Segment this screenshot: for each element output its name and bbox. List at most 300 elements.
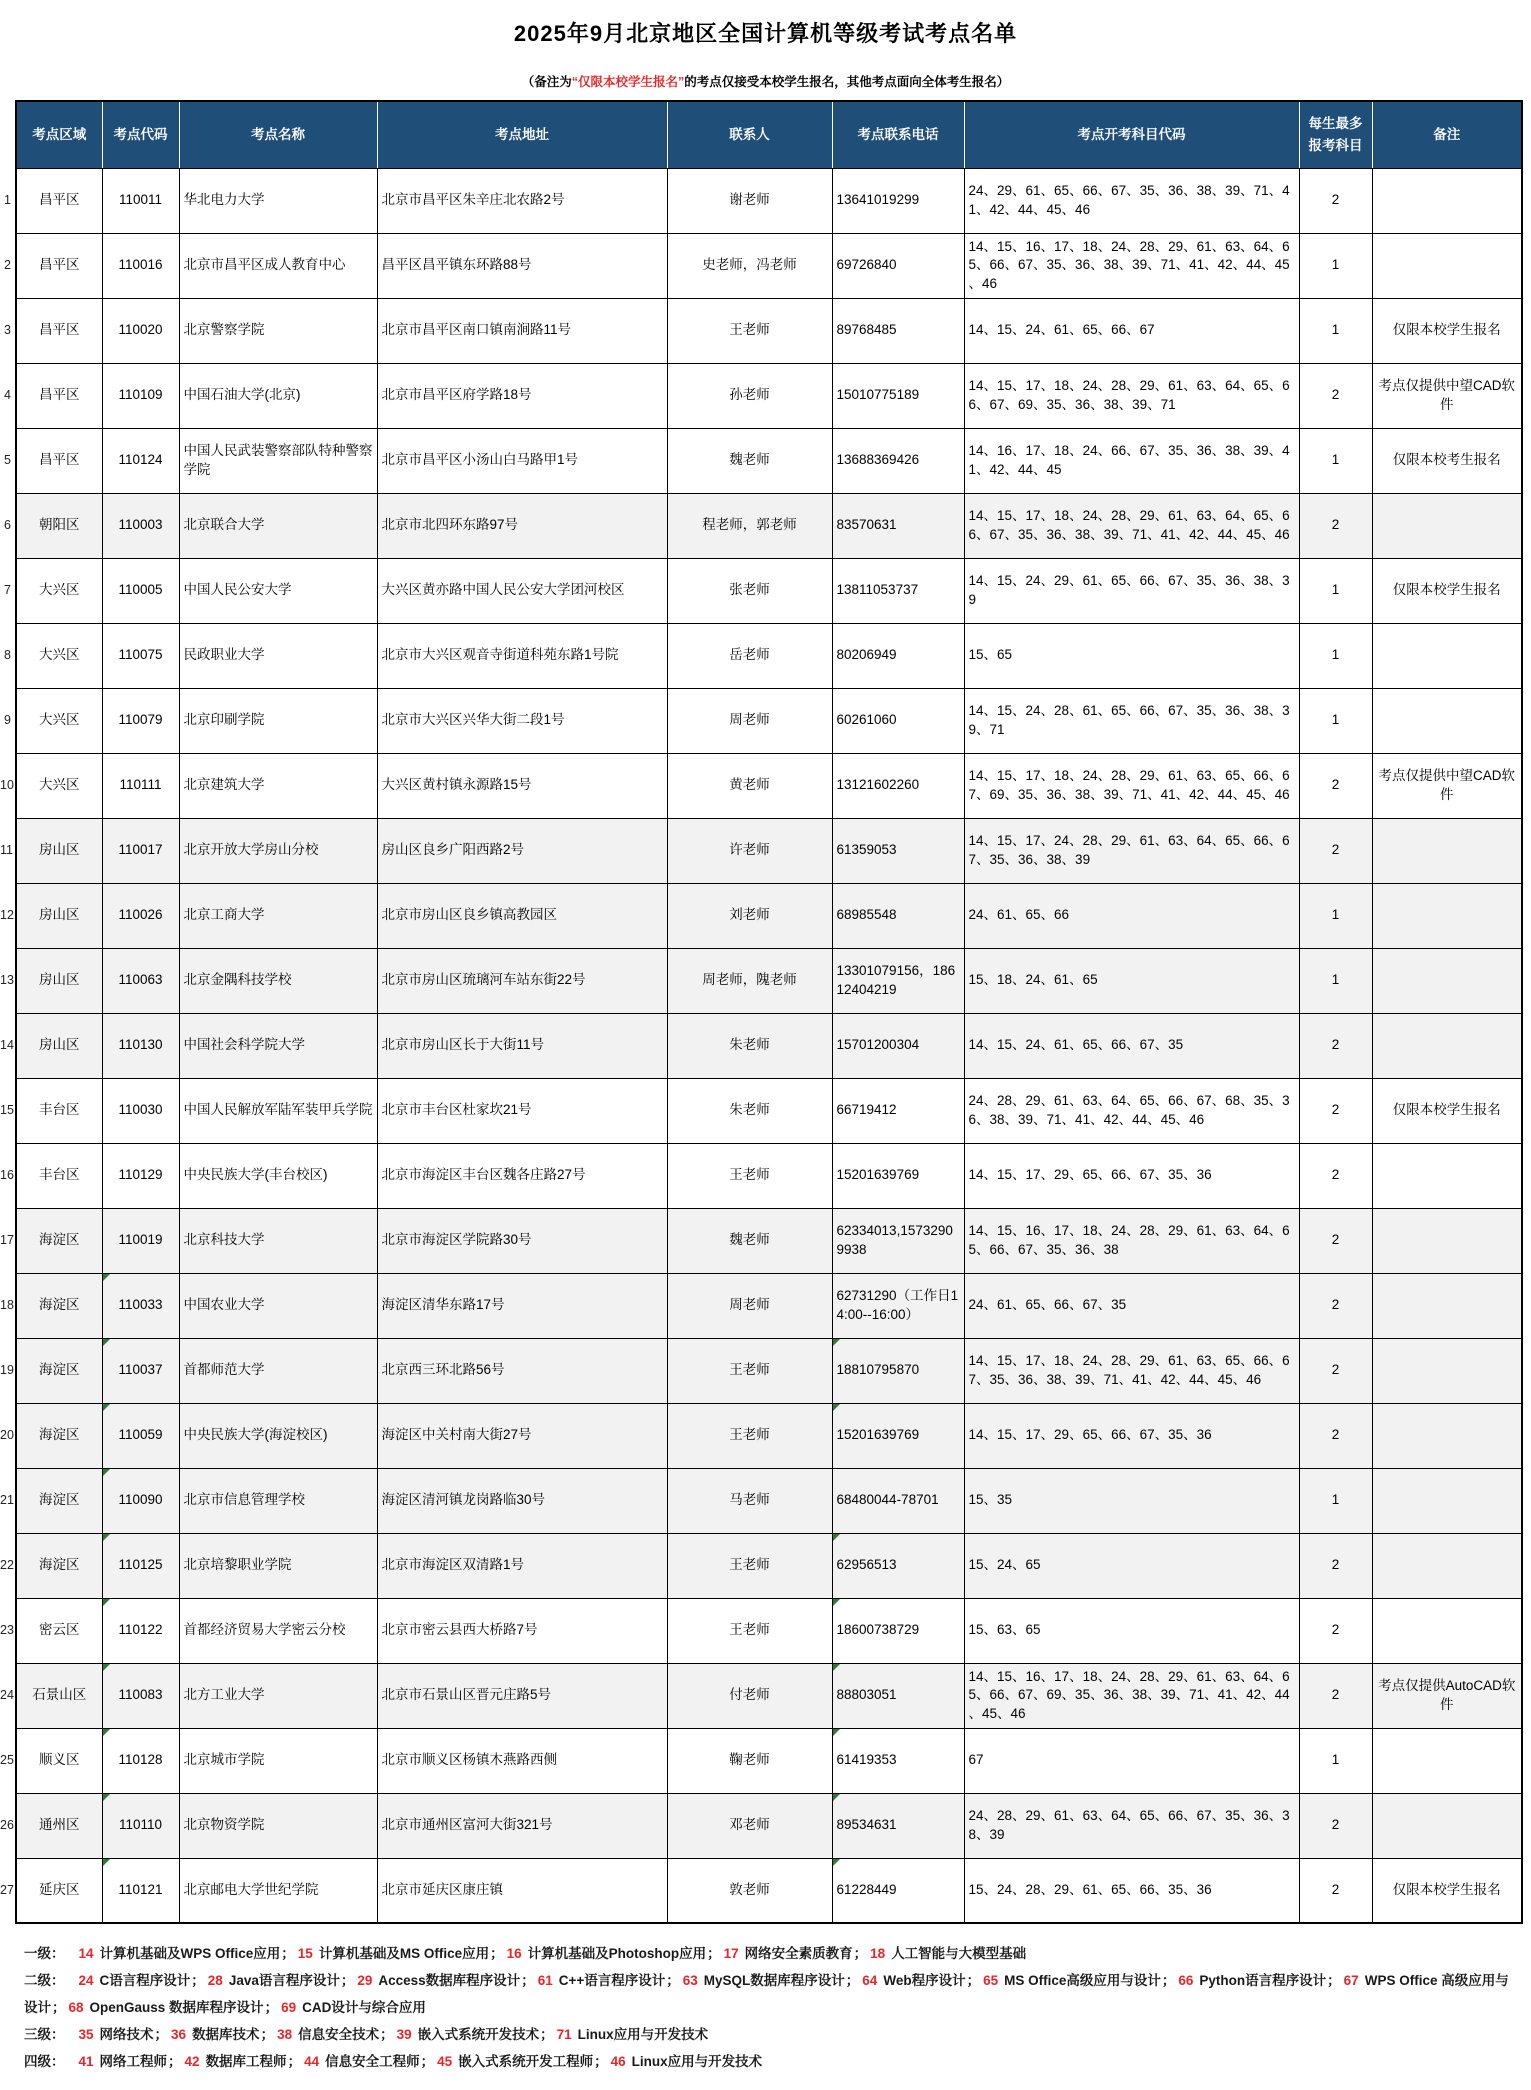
- table-row: [0, 753, 1522, 818]
- cell-remark: [1372, 1273, 1522, 1338]
- cell-address: 北京市顺义区杨镇木燕路西侧: [377, 1728, 667, 1793]
- cell-subject-codes: 15、63、65: [964, 1598, 1299, 1663]
- cell-site-code: 110083: [102, 1663, 179, 1728]
- cell-phone: 61359053: [832, 818, 964, 883]
- cell-remark: 考点仅提供AutoCAD软件: [1372, 1663, 1522, 1728]
- cell-phone: 18810795870: [832, 1338, 964, 1403]
- cell-site-code: 110059: [102, 1403, 179, 1468]
- legend-separator: ；: [287, 2054, 302, 2069]
- cell-phone: 13641019299: [832, 168, 964, 233]
- cell-address: 北京市昌平区小汤山白马路甲1号: [377, 428, 667, 493]
- cell-max-subjects: 2: [1299, 493, 1372, 558]
- cell-remark: 考点仅提供中望CAD软件: [1372, 363, 1522, 428]
- cell-region: 海淀区: [16, 1273, 102, 1338]
- cell-max-subjects: 2: [1299, 1273, 1372, 1338]
- cell-region: 海淀区: [16, 1208, 102, 1273]
- cell-contact: 邓老师: [667, 1793, 832, 1858]
- cell-subject-codes: 14、15、17、18、24、28、29、61、63、64、65、66、67、35、36、38、39、71、41、42、44、45、46: [964, 493, 1299, 558]
- row-number: 3: [0, 298, 16, 363]
- cell-max-subjects: 1: [1299, 558, 1372, 623]
- cell-remark: [1372, 1013, 1522, 1078]
- legend-line: [24, 2021, 1514, 2048]
- column-header-max-subjects: 每生最多报考科目: [1299, 101, 1372, 168]
- cell-subject-codes: 14、15、24、61、65、66、67: [964, 298, 1299, 363]
- legend-subject-code: 63: [682, 1973, 698, 1988]
- cell-subject-codes: 14、15、16、17、18、24、28、29、61、63、64、65、66、67、35、36、38: [964, 1208, 1299, 1273]
- cell-contact: 魏老师: [667, 428, 832, 493]
- cell-phone: 62334013,15732909938: [832, 1208, 964, 1273]
- cell-region: 房山区: [16, 1013, 102, 1078]
- cell-contact: 王老师: [667, 298, 832, 363]
- row-number: 12: [0, 883, 16, 948]
- cell-region: 昌平区: [16, 298, 102, 363]
- exam-sites-table: [0, 100, 1523, 1924]
- cell-subject-codes: 14、15、17、24、28、29、61、63、64、65、66、67、35、36、38、39: [964, 818, 1299, 883]
- cell-remark: [1372, 1338, 1522, 1403]
- cell-subject-codes: 15、35: [964, 1468, 1299, 1533]
- table-row: [0, 883, 1522, 948]
- cell-site-code: 110026: [102, 883, 179, 948]
- cell-subject-codes: 15、24、28、29、61、65、66、35、36: [964, 1858, 1299, 1923]
- cell-subject-codes: 14、15、16、17、18、24、28、29、61、63、64、65、66、67、69、35、36、38、39、71、41、42、44、45、46: [964, 1663, 1299, 1728]
- cell-address: 海淀区清河镇龙岗路临30号: [377, 1468, 667, 1533]
- row-number: 13: [0, 948, 16, 1013]
- cell-contact: 付老师: [667, 1663, 832, 1728]
- legend-separator: ；: [168, 2054, 182, 2069]
- legend-subject-code: 65: [983, 1973, 999, 1988]
- legend-subject-code: 71: [556, 2027, 572, 2042]
- header-row: [0, 101, 1522, 168]
- legend-subject-code: 36: [171, 2027, 187, 2042]
- cell-max-subjects: 1: [1299, 948, 1372, 1013]
- cell-max-subjects: 1: [1299, 428, 1372, 493]
- table-row: [0, 493, 1522, 558]
- row-number: 10: [0, 753, 16, 818]
- cell-contact: 周老师，隗老师: [667, 948, 832, 1013]
- legend-subject-code: 64: [862, 1973, 878, 1988]
- cell-contact: 程老师，郭老师: [667, 493, 832, 558]
- table-row: [0, 1143, 1522, 1208]
- table-row: [0, 363, 1522, 428]
- cell-phone: 80206949: [832, 623, 964, 688]
- legend-subject-code: 15: [297, 1946, 313, 1961]
- cell-region: 房山区: [16, 818, 102, 883]
- row-number: 8: [0, 623, 16, 688]
- cell-remark: 仅限本校学生报名: [1372, 298, 1522, 363]
- cell-remark: [1372, 1728, 1522, 1793]
- cell-max-subjects: 2: [1299, 753, 1372, 818]
- cell-phone: 66719412: [832, 1078, 964, 1143]
- row-number: 9: [0, 688, 16, 753]
- cell-subject-codes: 14、15、17、18、24、28、29、61、63、65、66、67、69、35、36、38、39、71、41、42、44、45、46: [964, 753, 1299, 818]
- table-row: [0, 1078, 1522, 1143]
- cell-remark: [1372, 1793, 1522, 1858]
- cell-site-code: 110128: [102, 1728, 179, 1793]
- cell-max-subjects: 2: [1299, 168, 1372, 233]
- legend-separator: ；: [380, 2027, 394, 2042]
- cell-max-subjects: 2: [1299, 1598, 1372, 1663]
- cell-site-code: 110075: [102, 623, 179, 688]
- row-number: 17: [0, 1208, 16, 1273]
- row-number: 18: [0, 1273, 16, 1338]
- column-header-phone: 考点联系电话: [832, 101, 964, 168]
- column-header-site-name: 考点名称: [179, 101, 377, 168]
- cell-address: 北京市房山区长于大街11号: [377, 1013, 667, 1078]
- cell-site-name: 北京科技大学: [179, 1208, 377, 1273]
- cell-max-subjects: 2: [1299, 1208, 1372, 1273]
- cell-address: 北京市密云县西大桥路7号: [377, 1598, 667, 1663]
- cell-address: 大兴区黄亦路中国人民公安大学团河校区: [377, 558, 667, 623]
- cell-max-subjects: 2: [1299, 1403, 1372, 1468]
- cell-subject-codes: 14、15、17、29、65、66、67、35、36: [964, 1143, 1299, 1208]
- cell-remark: 仅限本校学生报名: [1372, 1858, 1522, 1923]
- page-title: 2025年9月北京地区全国计算机等级考试考点名单: [513, 21, 1018, 46]
- legend-subject-name: Web程序设计: [883, 1973, 966, 1988]
- cell-remark: 仅限本校学生报名: [1372, 558, 1522, 623]
- cell-site-name: 北京市昌平区成人教育中心: [179, 233, 377, 298]
- cell-site-name: 中央民族大学(海淀校区): [179, 1403, 377, 1468]
- table-row: [0, 1403, 1522, 1468]
- cell-region: 海淀区: [16, 1338, 102, 1403]
- cell-contact: 谢老师: [667, 168, 832, 233]
- cell-remark: 仅限本校考生报名: [1372, 428, 1522, 493]
- cell-remark: [1372, 948, 1522, 1013]
- cell-phone: 18600738729: [832, 1598, 964, 1663]
- cell-region: 朝阳区: [16, 493, 102, 558]
- legend-subject-code: 46: [610, 2054, 626, 2069]
- cell-subject-codes: 15、24、65: [964, 1533, 1299, 1598]
- cell-address: 北京市海淀区学院路30号: [377, 1208, 667, 1273]
- cell-max-subjects: 1: [1299, 1468, 1372, 1533]
- cell-contact: 鞠老师: [667, 1728, 832, 1793]
- cell-region: 顺义区: [16, 1728, 102, 1793]
- cell-address: 北京市延庆区康庄镇: [377, 1858, 667, 1923]
- legend-separator: ；: [191, 1973, 205, 1988]
- legend-level-label: 四级：: [24, 2054, 65, 2069]
- cell-site-code: 110019: [102, 1208, 179, 1273]
- cell-site-name: 北京城市学院: [179, 1728, 377, 1793]
- cell-region: 海淀区: [16, 1533, 102, 1598]
- cell-site-name: 中央民族大学(丰台校区): [179, 1143, 377, 1208]
- cell-contact: 王老师: [667, 1533, 832, 1598]
- cell-max-subjects: 1: [1299, 688, 1372, 753]
- legend-separator: ；: [490, 1946, 504, 1961]
- table-row: [0, 1338, 1522, 1403]
- legend-level-label: 二级：: [24, 1973, 65, 1988]
- cell-region: 昌平区: [16, 168, 102, 233]
- table-row: [0, 1793, 1522, 1858]
- cell-site-name: 北京警察学院: [179, 298, 377, 363]
- row-number: 26: [0, 1793, 16, 1858]
- legend-subject-code: 69: [281, 2000, 297, 2015]
- cell-max-subjects: 1: [1299, 1728, 1372, 1793]
- legend-separator: ；: [1327, 1973, 1341, 1988]
- cell-phone: 13688369426: [832, 428, 964, 493]
- legend-subject-name: 网络安全素质教育: [744, 1946, 853, 1961]
- row-number: 24: [0, 1663, 16, 1728]
- cell-region: 丰台区: [16, 1143, 102, 1208]
- cell-site-name: 北京邮电大学世纪学院: [179, 1858, 377, 1923]
- cell-site-name: 华北电力大学: [179, 168, 377, 233]
- legend-subject-code: 61: [537, 1973, 553, 1988]
- cell-site-code: 110111: [102, 753, 179, 818]
- cell-contact: 王老师: [667, 1338, 832, 1403]
- row-number: 21: [0, 1468, 16, 1533]
- cell-contact: 张老师: [667, 558, 832, 623]
- cell-max-subjects: 2: [1299, 1858, 1372, 1923]
- cell-site-name: 北京市信息管理学校: [179, 1468, 377, 1533]
- cell-remark: [1372, 1533, 1522, 1598]
- legend-subject-code: 29: [357, 1973, 373, 1988]
- cell-address: 北京市昌平区南口镇南涧路11号: [377, 298, 667, 363]
- cell-remark: [1372, 493, 1522, 558]
- cell-contact: 史老师，冯老师: [667, 233, 832, 298]
- cell-contact: 敦老师: [667, 1858, 832, 1923]
- legend-subject-name: 嵌入式系统开发工程师: [458, 2054, 594, 2069]
- legend-subject-name: 数据库工程师: [205, 2054, 287, 2069]
- page-subtitle: [0, 72, 1531, 90]
- row-number: 23: [0, 1598, 16, 1663]
- cell-phone: 61228449: [832, 1858, 964, 1923]
- legend-subject-code: 45: [437, 2054, 453, 2069]
- cell-address: 海淀区清华东路17号: [377, 1273, 667, 1338]
- row-number: 16: [0, 1143, 16, 1208]
- column-header-remark: 备注: [1372, 101, 1522, 168]
- cell-max-subjects: 2: [1299, 818, 1372, 883]
- cell-region: 昌平区: [16, 428, 102, 493]
- row-number: 19: [0, 1338, 16, 1403]
- cell-subject-codes: 24、61、65、66、67、35: [964, 1273, 1299, 1338]
- legend-subject-code: 28: [207, 1973, 223, 1988]
- table-row: [0, 168, 1522, 233]
- cell-site-name: 北京印刷学院: [179, 688, 377, 753]
- row-number: 4: [0, 363, 16, 428]
- cell-remark: [1372, 623, 1522, 688]
- cell-remark: [1372, 233, 1522, 298]
- cell-site-name: 首都经济贸易大学密云分校: [179, 1598, 377, 1663]
- cell-remark: [1372, 1208, 1522, 1273]
- cell-remark: 考点仅提供中望CAD软件: [1372, 753, 1522, 818]
- cell-address: 北京市昌平区朱辛庄北农路2号: [377, 168, 667, 233]
- cell-subject-codes: 24、28、29、61、63、64、65、66、67、35、36、38、39: [964, 1793, 1299, 1858]
- subject-code-legend: [24, 1940, 1514, 2075]
- cell-site-code: 110063: [102, 948, 179, 1013]
- legend-subject-name: 数据库技术: [192, 2027, 260, 2042]
- legend-subject-name: 计算机基础及WPS Office应用: [99, 1946, 281, 1961]
- cell-max-subjects: 2: [1299, 1143, 1372, 1208]
- legend-separator: ；: [845, 1973, 860, 1988]
- cell-site-code: 110125: [102, 1533, 179, 1598]
- legend-separator: ；: [260, 2027, 275, 2042]
- cell-phone: 15010775189: [832, 363, 964, 428]
- cell-region: 海淀区: [16, 1468, 102, 1533]
- cell-region: 石景山区: [16, 1663, 102, 1728]
- cell-phone: 60261060: [832, 688, 964, 753]
- cell-subject-codes: 24、28、29、61、63、64、65、66、67、68、35、36、38、39、71、41、42、44、45、46: [964, 1078, 1299, 1143]
- cell-site-code: 110011: [102, 168, 179, 233]
- cell-address: 房山区良乡广阳西路2号: [377, 818, 667, 883]
- cell-phone: 15201639769: [832, 1403, 964, 1468]
- table-row: [0, 1468, 1522, 1533]
- row-number: 6: [0, 493, 16, 558]
- cell-phone: 83570631: [832, 493, 964, 558]
- cell-subject-codes: 15、18、24、61、65: [964, 948, 1299, 1013]
- legend-separator: ；: [521, 1973, 535, 1988]
- legend-subject-name: Python语言程序设计: [1199, 1973, 1327, 1988]
- column-header-subject-codes: 考点开考科目代码: [964, 101, 1299, 168]
- legend-subject-code: 68: [68, 2000, 84, 2015]
- cell-site-name: 中国社会科学院大学: [179, 1013, 377, 1078]
- cell-site-name: 中国人民解放军陆军装甲兵学院: [179, 1078, 377, 1143]
- cell-site-code: 110109: [102, 363, 179, 428]
- cell-address: 北京市海淀区双清路1号: [377, 1533, 667, 1598]
- cell-address: 北京市房山区良乡镇高教园区: [377, 883, 667, 948]
- cell-subject-codes: 14、15、17、18、24、28、29、61、63、64、65、66、67、69、35、36、38、39、71: [964, 363, 1299, 428]
- table-row: [0, 688, 1522, 753]
- cell-site-code: 110020: [102, 298, 179, 363]
- cell-subject-codes: 24、61、65、66: [964, 883, 1299, 948]
- legend-subject-code: 17: [723, 1946, 739, 1961]
- legend-subject-code: 18: [870, 1946, 886, 1961]
- legend-subject-name: 计算机基础及Photoshop应用: [527, 1946, 707, 1961]
- cell-remark: [1372, 818, 1522, 883]
- cell-address: 北京市大兴区观音寺街道科苑东路1号院: [377, 623, 667, 688]
- cell-region: 延庆区: [16, 1858, 102, 1923]
- cell-subject-codes: 14、15、17、29、65、66、67、35、36: [964, 1403, 1299, 1468]
- cell-remark: [1372, 688, 1522, 753]
- cell-site-name: 中国人民公安大学: [179, 558, 377, 623]
- cell-address: 北京市大兴区兴华大街二段1号: [377, 688, 667, 753]
- cell-region: 海淀区: [16, 1403, 102, 1468]
- row-number: 1: [0, 168, 16, 233]
- cell-site-name: 中国农业大学: [179, 1273, 377, 1338]
- row-number: 15: [0, 1078, 16, 1143]
- cell-max-subjects: 1: [1299, 233, 1372, 298]
- cell-site-code: 110090: [102, 1468, 179, 1533]
- cell-address: 北京西三环北路56号: [377, 1338, 667, 1403]
- cell-max-subjects: 1: [1299, 298, 1372, 363]
- cell-subject-codes: 14、15、24、61、65、66、67、35: [964, 1013, 1299, 1078]
- cell-remark: [1372, 1468, 1522, 1533]
- legend-subject-name: Access数据库程序设计: [378, 1973, 521, 1988]
- column-header-region: 考点区域: [16, 101, 102, 168]
- cell-address: 大兴区黄村镇永源路15号: [377, 753, 667, 818]
- cell-phone: 69726840: [832, 233, 964, 298]
- cell-phone: 89534631: [832, 1793, 964, 1858]
- table-row: [0, 1663, 1522, 1728]
- legend-line: [24, 2048, 1514, 2075]
- legend-subject-name: CAD设计与综合应用: [302, 2000, 426, 2015]
- cell-site-code: 110129: [102, 1143, 179, 1208]
- legend-separator: ；: [666, 1973, 680, 1988]
- legend-subject-code: 39: [396, 2027, 412, 2042]
- legend-subject-name: 嵌入式系统开发技术: [417, 2027, 540, 2042]
- cell-region: 密云区: [16, 1598, 102, 1663]
- corner-spacer: [0, 101, 16, 168]
- cell-site-code: 110079: [102, 688, 179, 753]
- legend-subject-code: 35: [78, 2027, 94, 2042]
- legend-line: [24, 1940, 1514, 1967]
- cell-phone: 61419353: [832, 1728, 964, 1793]
- cell-site-name: 中国石油大学(北京): [179, 363, 377, 428]
- cell-contact: 刘老师: [667, 883, 832, 948]
- cell-phone: 15201639769: [832, 1143, 964, 1208]
- cell-contact: 马老师: [667, 1468, 832, 1533]
- cell-site-code: 110122: [102, 1598, 179, 1663]
- cell-region: 大兴区: [16, 558, 102, 623]
- legend-subject-code: 44: [304, 2054, 320, 2069]
- table-row: [0, 623, 1522, 688]
- cell-remark: [1372, 883, 1522, 948]
- legend-separator: ；: [853, 1946, 868, 1961]
- cell-address: 北京市北四环东路97号: [377, 493, 667, 558]
- cell-address: 北京市房山区琉璃河车站东街22号: [377, 948, 667, 1013]
- cell-address: 北京市石景山区晋元庄路5号: [377, 1663, 667, 1728]
- cell-site-name: 首都师范大学: [179, 1338, 377, 1403]
- cell-region: 丰台区: [16, 1078, 102, 1143]
- cell-site-name: 北方工业大学: [179, 1663, 377, 1728]
- cell-phone: 13301079156，18612404219: [832, 948, 964, 1013]
- column-header-contact: 联系人: [667, 101, 832, 168]
- legend-subject-code: 38: [277, 2027, 293, 2042]
- legend-separator: ；: [264, 2000, 279, 2015]
- table-row: [0, 1728, 1522, 1793]
- legend-subject-name: C语言程序设计: [99, 1973, 191, 1988]
- legend-subject-name: WPS Office 高级应用与设计: [24, 1973, 1509, 2015]
- cell-remark: 仅限本校学生报名: [1372, 1078, 1522, 1143]
- cell-contact: 朱老师: [667, 1013, 832, 1078]
- legend-subject-code: 14: [78, 1946, 94, 1961]
- legend-separator: ；: [594, 2054, 608, 2069]
- table-row: [0, 1858, 1522, 1923]
- legend-subject-name: C++语言程序设计: [558, 1973, 666, 1988]
- table-row: [0, 558, 1522, 623]
- cell-phone: 89768485: [832, 298, 964, 363]
- legend-separator: ；: [340, 1973, 355, 1988]
- cell-phone: 68480044-78701: [832, 1468, 964, 1533]
- table-row: [0, 428, 1522, 493]
- row-number: 7: [0, 558, 16, 623]
- cell-address: 北京市通州区富河大街321号: [377, 1793, 667, 1858]
- row-number: 27: [0, 1858, 16, 1923]
- legend-subject-name: MySQL数据库程序设计: [703, 1973, 845, 1988]
- legend-subject-name: 信息安全技术: [298, 2027, 380, 2042]
- cell-max-subjects: 2: [1299, 1338, 1372, 1403]
- cell-site-code: 110121: [102, 1858, 179, 1923]
- legend-subject-code: 24: [78, 1973, 94, 1988]
- cell-contact: 周老师: [667, 1273, 832, 1338]
- table-row: [0, 1013, 1522, 1078]
- cell-site-code: 110003: [102, 493, 179, 558]
- cell-site-name: 北京金隅科技学校: [179, 948, 377, 1013]
- cell-phone: 62956513: [832, 1533, 964, 1598]
- cell-site-name: 北京建筑大学: [179, 753, 377, 818]
- cell-region: 大兴区: [16, 753, 102, 818]
- column-header-site-code: 考点代码: [102, 101, 179, 168]
- legend-separator: ；: [966, 1973, 981, 1988]
- cell-max-subjects: 2: [1299, 1078, 1372, 1143]
- legend-line: [24, 1967, 1514, 2021]
- legend-subject-name: 网络技术: [99, 2027, 154, 2042]
- cell-max-subjects: 2: [1299, 1793, 1372, 1858]
- cell-contact: 许老师: [667, 818, 832, 883]
- row-number: 22: [0, 1533, 16, 1598]
- cell-contact: 孙老师: [667, 363, 832, 428]
- cell-subject-codes: 15、65: [964, 623, 1299, 688]
- cell-max-subjects: 2: [1299, 1533, 1372, 1598]
- cell-contact: 王老师: [667, 1403, 832, 1468]
- cell-site-code: 110124: [102, 428, 179, 493]
